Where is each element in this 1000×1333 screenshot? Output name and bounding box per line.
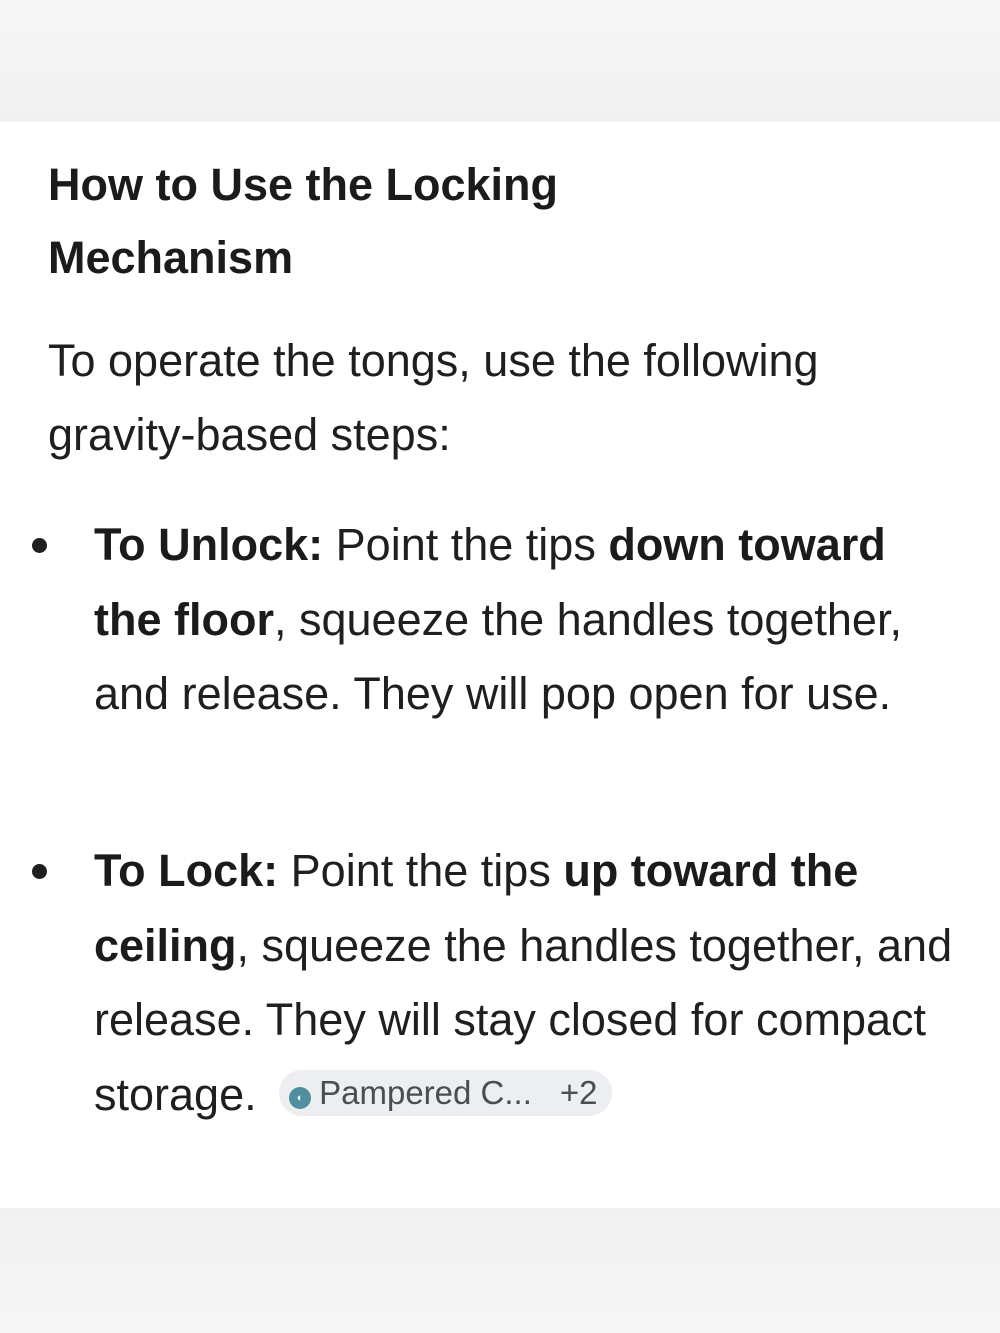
step-text: , squeeze the handles together, and release. They will stay closed for compact storage. xyxy=(94,919,953,1120)
source-chip-count: +2 xyxy=(559,1073,598,1111)
site-favicon-icon: ◐ xyxy=(289,1087,311,1109)
step-label: To Unlock: xyxy=(94,519,324,570)
bottom-fade xyxy=(0,1208,1000,1333)
intro-paragraph: To operate the tongs, use the following gravity-based steps: xyxy=(48,335,819,460)
step-label: To Lock: xyxy=(94,845,279,896)
section-heading: How to Use the Locking Mechanism xyxy=(48,159,559,283)
step-emphasis: up toward the ceiling xyxy=(94,845,859,971)
list-item-lock xyxy=(94,834,964,1132)
source-chip[interactable] xyxy=(279,1070,611,1116)
step-text: , squeeze the handles together, and release. They will pop open for use. xyxy=(94,593,902,719)
step-text: Point the tips xyxy=(278,845,564,896)
bullet-icon xyxy=(32,864,47,879)
source-chip-label: Pampered C... xyxy=(319,1073,532,1111)
list-item-unlock xyxy=(94,508,964,732)
step-text: Point the tips xyxy=(323,519,609,570)
step-emphasis: down toward the floor xyxy=(94,519,886,645)
bullet-icon xyxy=(32,538,47,553)
top-fade xyxy=(0,0,1000,122)
